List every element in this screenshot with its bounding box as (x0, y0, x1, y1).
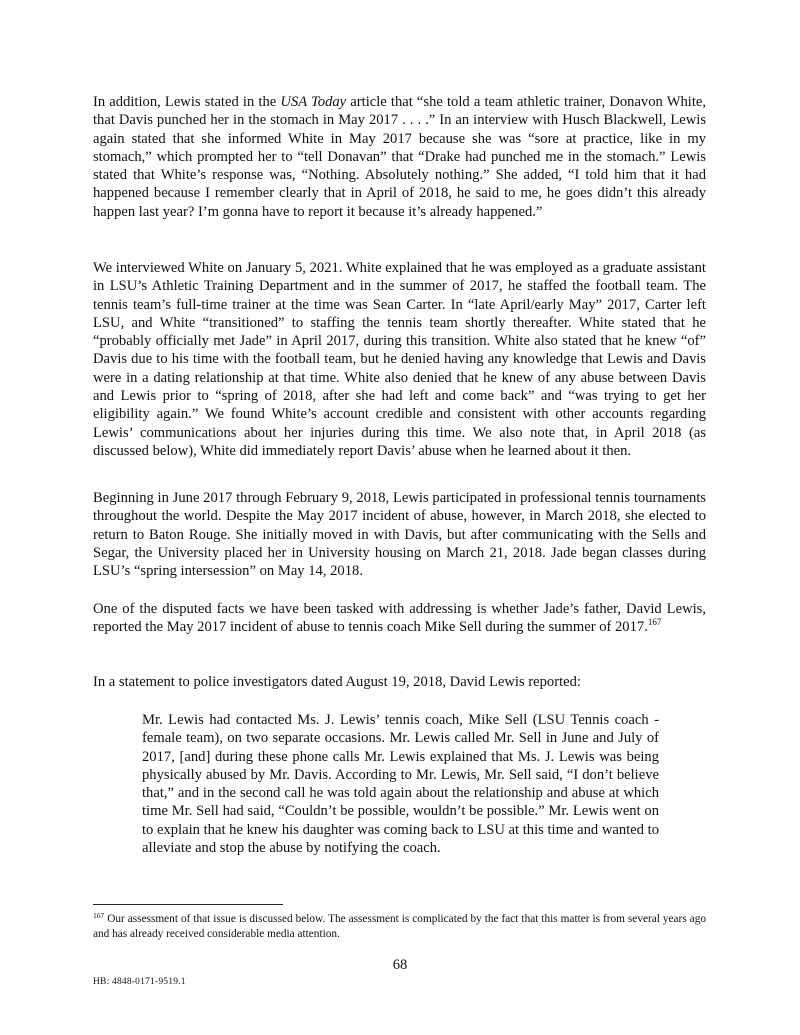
footnote (93, 912, 706, 941)
paragraph-text: article that “she told a team athletic trainer, Donavon White, that Davis punched her in the stomach in May 2017 . . . .” In an interview with Husch Blackwell, Lewis again stated that she informed White in May 2017 because she was “sore at practice, like in my stomach,” which prompted her to “tell Donavan” that “Drake had punched me in the stomach.” Lewis stated that White’s response was, “Nothing. Absolutely nothing.” She added, “I told him that it had happened because I remember clearly that in April of 2018, he said to me, he goes didn’t this already happen last year? I’m gonna have to report it because it’s already happened.” (93, 94, 707, 220)
paragraph-tournaments: Beginning in June 2017 through February 9, 2018, Lewis participated in professional tennis tournaments throughout the world. Despite the May 2017 incident of abuse, however, in March 2018, she elected to return to Baton Rouge. She initially moved in with Davis, but after communicating with the Sells and Segar, the University placed her in University housing on March 21, 2018. Jade began classes during LSU’s “spring intersession” on May 14, 2018. (93, 490, 706, 580)
paragraph-police-statement: In a statement to police investigators dated August 19, 2018, David Lewis reported: (93, 674, 581, 690)
footnote-reference[interactable]: 167 (647, 617, 662, 628)
page-number: 68 (392, 957, 408, 973)
paragraph-usa-today (93, 93, 706, 221)
paragraph-text: In addition, Lewis stated in the (93, 94, 281, 110)
document-id: HB: 4848-0171-9519.1 (93, 977, 186, 987)
footnote-divider (93, 904, 283, 905)
footnote-text: Our assessment of that issue is discussed below. The assessment is complicated by the fact that this matter is from several years ago and has already received considerable media attention. (93, 913, 706, 940)
paragraph-text: One of the disputed facts we have been tasked with addressing is whether Jade’s father, David Lewis, reported the May 2017 incident of abuse to tennis coach Mike Sell during the summer of 2017. (93, 601, 706, 636)
block-quote: Mr. Lewis had contacted Ms. J. Lewis’ tennis coach, Mike Sell (LSU Tennis coach - female team), on two separate occasions. Mr. Lewis called Mr. Sell in June and July of 2017, [and] during these phone calls Mr. Lewis explained that Ms. J. Lewis was being physically abused by Mr. Davis. According to Mr. Lewis, Mr. Sell said, “I don’t believe that,” and in the second call he was told again about the relationship and abuse at which time Mr. Sell had said, “Couldn’t be possible, wouldn’t be possible.” Mr. Lewis went on to explain that he knew his daughter was coming back to LSU at this time and wanted to alleviate and stop the abuse by notifying the coach. (142, 712, 659, 857)
paragraph-disputed-facts (93, 600, 706, 637)
paragraph-white-interview: We interviewed White on January 5, 2021. White explained that he was employed as a graduate assistant in LSU’s Athletic Training Department and in the summer of 2017, he staffed the football team. The tennis team’s full-time trainer at the time was Sean Carter. In “late April/early May” 2017, Carter left LSU, and White “transitioned” to staffing the tennis team shortly thereafter. White stated that he “probably officially met Jade” in April 2017, during this transition. White also stated that he knew “of” Davis due to his time with the football team, but he denied having any knowledge that Lewis and Davis were in a dating relationship at that time. White also denied that he knew of any abuse between Davis and Lewis prior to “spring of 2018, after she had left and come back” and “was trying to get her eligibility again.” We found White’s account credible and consistent with other accounts regarding Lewis’ communications about her injuries during this time. We also note that, in April 2018 (as discussed below), White did immediately report Davis’ abuse when he learned about it then. (93, 260, 706, 459)
publication-title: USA Today (280, 94, 347, 110)
footnote-number: 167 (93, 911, 105, 920)
